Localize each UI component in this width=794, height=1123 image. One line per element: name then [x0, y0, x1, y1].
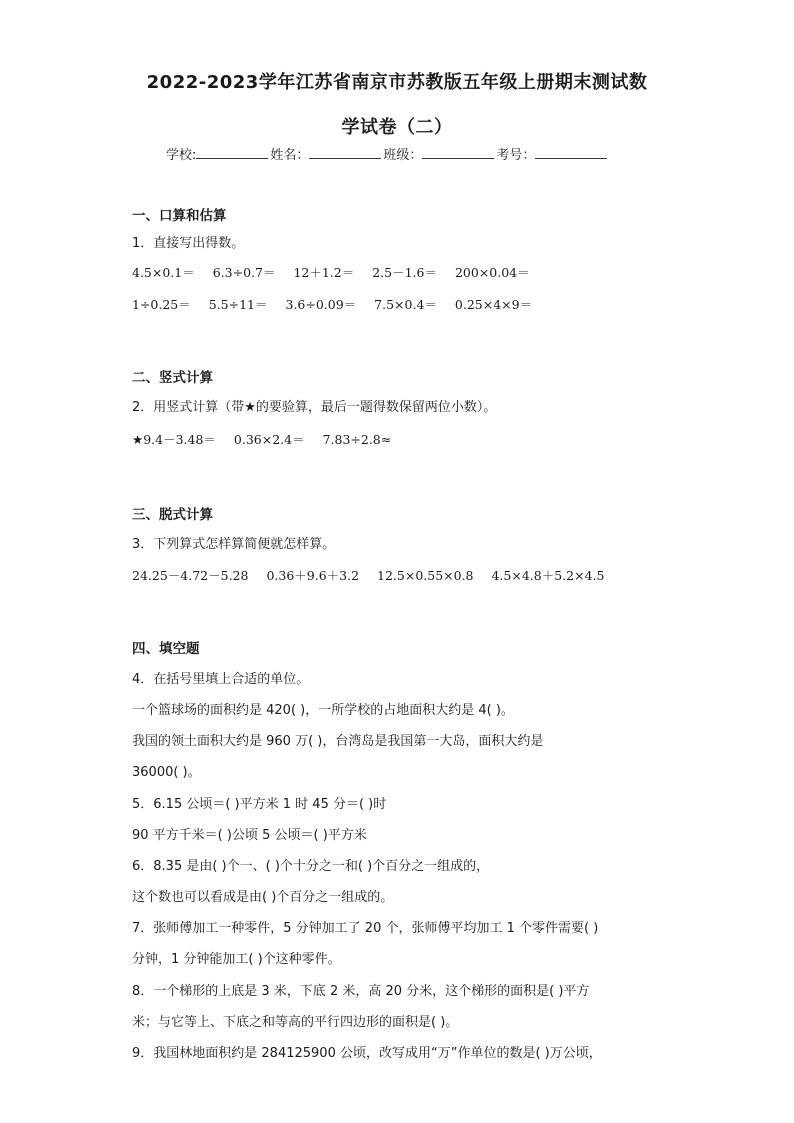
school-label: 学校: — [166, 148, 197, 163]
calc-item: 12.5×0.55×0.8 — [377, 568, 474, 583]
calc-item: 0.25×4×9＝ — [454, 297, 533, 312]
question8-line1: 8．一个梯形的上底是 3 米，下底 2 米，高 20 分米，这个梯形的面积是( )平方 — [132, 984, 590, 999]
calc-item: 0.36×2.4＝ — [233, 432, 305, 447]
question3-text: 3．下列算式怎样算简便就怎样算。 — [132, 537, 336, 552]
section3-heading: 三、脱式计算 — [132, 507, 213, 523]
question4-line2: 我国的领土面积大约是 960 万( )，台湾岛是我国第一大岛，面积大约是 — [132, 734, 544, 749]
calc-item: 0.36＋9.6＋3.2 — [266, 568, 360, 583]
calc-item: ★9.4－3.48＝ — [132, 432, 216, 447]
calc-item: 3.6÷0.09＝ — [285, 297, 357, 312]
calc-item: 24.25－4.72－5.28 — [132, 568, 249, 583]
number-label: 考号： — [496, 148, 536, 163]
calc-item: 5.5÷11＝ — [208, 297, 268, 312]
name-blank — [309, 145, 381, 159]
question5-line1: 5．6.15 公顷＝( )平方米 1 时 45 分＝( )时 — [132, 797, 387, 812]
calc-item: 2.5－1.6＝ — [372, 265, 437, 280]
question2-text: 2．用竖式计算（带★的要验算，最后一题得数保留两位小数）。 — [132, 400, 497, 415]
question3-row — [132, 568, 618, 584]
question1-row2 — [132, 297, 546, 313]
student-info-row — [166, 144, 609, 163]
number-blank — [535, 145, 607, 159]
calc-item: 1÷0.25＝ — [132, 297, 191, 312]
section2-heading: 二、竖式计算 — [132, 370, 213, 386]
calc-item: 200×0.04＝ — [454, 265, 530, 280]
question4-line1: 一个篮球场的面积约是 420( )，一所学校的占地面积大约是 4( )。 — [132, 703, 514, 718]
exam-title-line2: 学试卷（二） — [341, 117, 453, 138]
question1-row1 — [132, 265, 544, 281]
section4-heading: 四、填空题 — [132, 641, 200, 657]
question5-line2: 90 平方千米＝( )公顷 5 公顷＝( )平方米 — [132, 828, 367, 843]
question1-text: 1．直接写出得数。 — [132, 236, 245, 251]
question6-line1: 6．8.35 是由( )个一、( )个十分之一和( )个百分之一组成的， — [132, 859, 490, 874]
question8-line2: 米；与它等上、下底之和等高的平行四边形的面积是( )。 — [132, 1015, 459, 1030]
class-label: 班级： — [383, 148, 423, 163]
calc-item: 6.3÷0.7＝ — [212, 265, 276, 280]
class-blank — [422, 145, 494, 159]
question7-line1: 7．张师傅加工一种零件，5 分钟加工了 20 个，张师傅平均加工 1 个零件需要( ) — [132, 921, 599, 936]
question7-line2: 分钟，1 分钟能加工( )个这种零件。 — [132, 952, 341, 967]
calc-item: 7.5×0.4＝ — [374, 297, 437, 312]
school-blank — [196, 145, 268, 159]
question9-line1: 9．我国林地面积约是 284125900 公顷，改写成用“万”作单位的数是( )万公顷， — [132, 1046, 602, 1061]
section1-heading: 一、口算和估算 — [132, 208, 227, 224]
name-label: 姓名： — [270, 148, 310, 163]
question2-row — [132, 432, 405, 448]
calc-item: 4.5×4.8＋5.2×4.5 — [491, 568, 605, 583]
question4-line3: 36000( )。 — [132, 765, 201, 780]
question4-text: 4．在括号里填上合适的单位。 — [132, 672, 310, 687]
question6-line2: 这个数也可以看成是由( )个百分之一组成的。 — [132, 890, 394, 905]
calc-item: 7.83÷2.8≈ — [322, 432, 392, 447]
calc-item: 4.5×0.1＝ — [132, 265, 195, 280]
exam-title-line1: 2022-2023学年江苏省南京市苏教版五年级上册期末测试数 — [146, 72, 648, 93]
calc-item: 12＋1.2＝ — [293, 265, 355, 280]
